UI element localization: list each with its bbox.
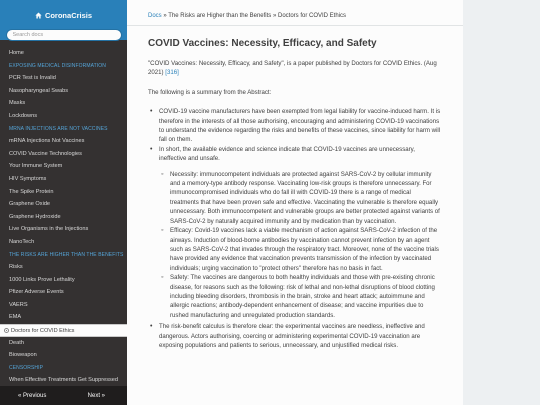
list-item: • The risk-benefit calculus is therefore clear: the experimental vaccines are needless, ineffective and dangerous. Actors authorising, coercing or administering experimental COVID-19 vaccination are exposing populations and patients to serious, unnecessary, and unjustified medical risks. — [148, 322, 441, 350]
breadcrumb-docs-link[interactable]: Docs — [148, 13, 162, 19]
sidebar-item-organisms[interactable]: Live Organisms in the Injections — [9, 226, 89, 233]
brand-link[interactable] — [35, 11, 92, 20]
sidebar — [0, 0, 127, 405]
previous-button[interactable]: « Previous — [18, 392, 47, 399]
list-item-text: In short, the available evidence and science indicate that COVID-19 vaccines are unnecessary, ineffective and unsafe. — [159, 145, 415, 163]
breadcrumb-section[interactable]: The Risks are Higher than the Benefits — [168, 13, 272, 19]
sidebar-caption-disinformation: EXPOSING MEDICAL DISINFORMATION — [9, 62, 106, 69]
sub-list-item: ◦ Necessity: immunocompetent individuals are protected against SARS-CoV-2 by cellular immunity and a memory-type antibody response. Vaccinating low-risk groups is therefore unnecessary. For immunocompromised individuals who do fall ill with COVID-19 there is a range of medical treatments that have been proven safe and effective. Vaccinating the vulnerable is therefore equally unnecessary. Both immunocompetent and vulnerable groups are better protected against variants of SARS-CoV-2 by naturally acquired immunity and by medication than by vaccination. — [159, 170, 441, 226]
intro-text: "COVID Vaccines: Necessity, Efficacy, and Safety", is a paper published by Doctors for COVID Ethics. (Aug 2021) — [148, 60, 437, 77]
sidebar-item-hiv[interactable]: HIV Symptoms — [9, 175, 47, 182]
sidebar-item-doctors-current[interactable] — [0, 324, 127, 337]
brand-title: CoronaCrisis — [44, 11, 93, 20]
sidebar-item-label: Doctors for COVID Ethics — [11, 328, 75, 335]
page-title: COVID Vaccines: Necessity, Efficacy, and Safety — [148, 38, 377, 49]
sidebar-item-graphene-oxide[interactable]: Graphene Oxide — [9, 201, 51, 208]
sidebar-item-pcr[interactable]: PCR Test is Invalid — [9, 75, 56, 82]
sidebar-item-nanotech[interactable]: NanoTech — [9, 238, 35, 245]
abstract-list — [148, 107, 441, 350]
sidebar-item-effective-treatments[interactable]: When Effective Treatments Get Suppressed — [9, 377, 119, 384]
list-item — [148, 145, 441, 320]
next-button[interactable]: Next » — [87, 392, 105, 399]
main-content — [127, 0, 463, 405]
collapse-icon[interactable] — [4, 328, 9, 333]
sidebar-item-pfizer[interactable]: Pfizer Adverse Events — [9, 289, 64, 296]
sidebar-item-death[interactable]: Death — [9, 339, 24, 346]
sidebar-caption-censorship: CENSORSHIP — [9, 364, 44, 371]
breadcrumb-separator: » — [272, 13, 277, 19]
summary-paragraph: The following is a summary from the Abstract: — [148, 88, 272, 96]
page-background — [463, 0, 540, 405]
sidebar-item-links[interactable]: 1000 Links Prove Lethality — [9, 276, 75, 283]
sidebar-nav — [0, 40, 127, 387]
breadcrumb-separator: » — [163, 13, 167, 19]
sub-list-item: ◦ Safety: The vaccines are dangerous to both healthy individuals and those with pre-existing chronic disease, for reasons such as the following: risk of lethal and non-lethal disruptions of blood clotting including bleeding disorders, thrombosis in the brain, stroke and heart attack; autoimmune and allergic reactions; antibody-dependent enhancement of disease; and vaccine impurities due to rushed manufacturing and unregulated production standards. — [159, 273, 441, 320]
sidebar-item-vaccine-tech[interactable]: COVID Vaccine Technologies — [9, 150, 82, 157]
footer-nav — [0, 386, 127, 405]
sidebar-item-ema[interactable]: EMA — [9, 314, 22, 321]
sidebar-item-risks[interactable]: Risks — [9, 264, 23, 271]
sidebar-caption-risks: THE RISKS ARE HIGHER THAN THE BENEFITS — [9, 251, 124, 258]
sidebar-item-lockdowns[interactable]: Lockdowns — [9, 112, 37, 119]
sub-list-item: ◦ Efficacy: Covid-19 vaccines lack a viable mechanism of action against SARS-CoV-2 infection of the airways. Induction of blood-borne antibodies by vaccination cannot prevent infection by an agent such as SARS-CoV-2 that invades through the respiratory tract. Moreover, none of the vaccine trials have provided any evidence that vaccination prevents transmission of the infection by vaccinated individuals; urging vaccination to "protect others" therefore has no basis in fact. — [159, 226, 441, 273]
breadcrumb — [148, 11, 441, 25]
home-icon — [35, 12, 42, 19]
sidebar-item-masks[interactable]: Masks — [9, 100, 26, 107]
divider — [127, 25, 463, 26]
sub-list — [159, 170, 441, 321]
sidebar-item-swabs[interactable]: Nasopharyngeal Swabs — [9, 87, 69, 94]
sidebar-item-mrna[interactable]: mRNA Injections Not Vaccines — [9, 138, 85, 145]
brand-block — [0, 0, 127, 40]
sidebar-item-vaers[interactable]: VAERS — [9, 301, 28, 308]
list-item: • COVID-19 vaccine manufacturers have been exempted from legal liability for vaccine-induced harm. It is therefore in the interests of all those authorising, encouraging and administering COVID-19 vaccinations to understand the evidence regarding the risks and benefits of these vaccines, since liability for harm will fall on them. — [148, 107, 441, 145]
sidebar-item-bioweapon[interactable]: Bioweapon — [9, 352, 37, 359]
breadcrumb-current: Doctors for COVID Ethics — [278, 13, 347, 19]
reference-link[interactable]: [316] — [165, 69, 179, 77]
sidebar-item-home[interactable]: Home — [9, 50, 24, 56]
sidebar-item-graphene-hydroxide[interactable]: Graphene Hydroxide — [9, 213, 61, 220]
sidebar-caption-mrna: MRNA INJECTIONS ARE NOT VACCINES — [9, 125, 108, 132]
intro-paragraph — [148, 59, 441, 78]
sidebar-item-immune[interactable]: Your Immune System — [9, 163, 63, 170]
sidebar-item-spike[interactable]: The Spike Protein — [9, 188, 54, 195]
